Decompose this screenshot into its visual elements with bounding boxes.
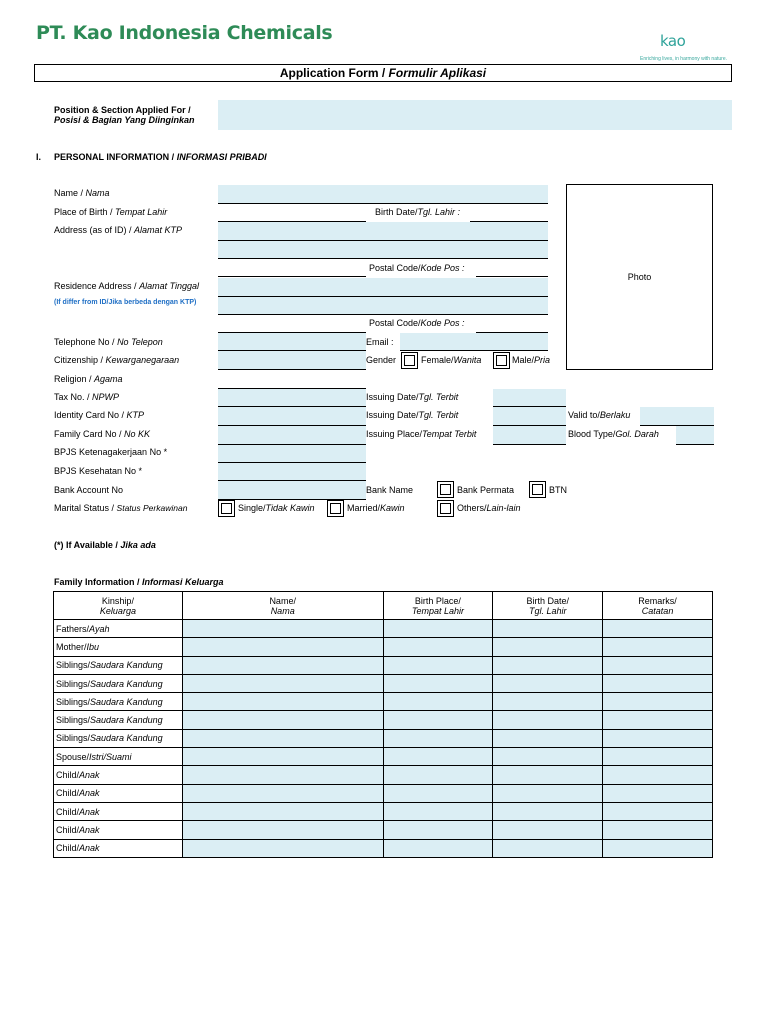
birth-date-cell[interactable] <box>493 821 603 839</box>
photo-label: Photo <box>627 272 652 282</box>
kinship-cell: Siblings/Saudara Kandung <box>54 729 183 747</box>
birth-date-cell[interactable] <box>493 784 603 802</box>
kinship-cell: Child/Anak <box>54 784 183 802</box>
bpjs-tk-input[interactable] <box>218 445 366 463</box>
married-checkbox[interactable] <box>327 500 344 517</box>
table-row <box>54 693 713 711</box>
remarks-cell[interactable] <box>603 656 713 674</box>
remarks-cell[interactable] <box>603 839 713 857</box>
kinship-cell: Fathers/Ayah <box>54 620 183 638</box>
identity-label: Identity Card No / KTP <box>54 410 145 420</box>
birth-date-cell[interactable] <box>493 674 603 692</box>
table-row <box>54 821 713 839</box>
birth-place-cell[interactable] <box>383 748 493 766</box>
table-row <box>54 766 713 784</box>
citizenship-label: Citizenship / Kewarganegaraan <box>54 355 180 365</box>
others-label: Others/Lain-lain <box>457 503 521 513</box>
table-row <box>54 802 713 820</box>
remarks-cell[interactable] <box>603 638 713 656</box>
birth-place-cell[interactable] <box>383 693 493 711</box>
telephone-label: Telephone No / No Telepon <box>54 337 163 347</box>
birth-date-cell[interactable] <box>493 620 603 638</box>
remarks-cell[interactable] <box>603 674 713 692</box>
photo-box[interactable] <box>566 184 713 370</box>
kinship-cell: Child/Anak <box>54 766 183 784</box>
family-header-1: Name/ Nama <box>182 592 383 620</box>
bpjs-kes-input[interactable] <box>218 463 366 481</box>
name-cell[interactable] <box>182 711 383 729</box>
bank-name-label: Bank Name <box>366 485 414 495</box>
residence-input-1[interactable] <box>218 278 548 297</box>
name-cell[interactable] <box>182 748 383 766</box>
birth-date-cell[interactable] <box>493 766 603 784</box>
kinship-cell: Mother/Ibu <box>54 638 183 656</box>
bpjs-tk-label: BPJS Ketenagakerjaan No * <box>54 447 168 457</box>
address-label: Address (as of ID) / Alamat KTP <box>54 225 183 235</box>
blood-type-input[interactable] <box>676 426 714 445</box>
birth-date-cell[interactable] <box>493 802 603 820</box>
name-cell[interactable] <box>182 674 383 692</box>
male-checkbox[interactable] <box>493 352 510 369</box>
remarks-cell[interactable] <box>603 748 713 766</box>
name-cell[interactable] <box>182 620 383 638</box>
table-row <box>54 656 713 674</box>
residence-input-3[interactable] <box>218 315 366 333</box>
birth-date-cell[interactable] <box>493 711 603 729</box>
bank-permata-checkbox[interactable] <box>437 481 454 498</box>
name-cell[interactable] <box>182 821 383 839</box>
remarks-cell[interactable] <box>603 821 713 839</box>
bank-account-input[interactable] <box>218 481 366 500</box>
single-checkbox[interactable] <box>218 500 235 517</box>
birth-place-cell[interactable] <box>383 711 493 729</box>
citizenship-input[interactable] <box>218 351 366 370</box>
kinship-cell: Siblings/Saudara Kandung <box>54 711 183 729</box>
kinship-cell: Child/Anak <box>54 821 183 839</box>
family-header-2: Birth Place/ Tempat Lahir <box>383 592 493 620</box>
table-row <box>54 748 713 766</box>
table-row <box>54 839 713 857</box>
remarks-cell[interactable] <box>603 766 713 784</box>
residence-label: Residence Address / Alamat Tinggal <box>54 281 200 291</box>
name-cell[interactable] <box>182 839 383 857</box>
female-label: Female/Wanita <box>421 355 482 365</box>
position-input[interactable] <box>218 100 732 130</box>
issuing-date-label-1: Issuing Date/Tgl. Terbit <box>366 392 459 402</box>
birth-date-cell[interactable] <box>493 693 603 711</box>
birth-date-cell[interactable] <box>493 729 603 747</box>
kinship-cell: Spouse/Istri/Suami <box>54 748 183 766</box>
btn-label: BTN <box>549 485 567 495</box>
name-cell[interactable] <box>182 784 383 802</box>
remarks-cell[interactable] <box>603 802 713 820</box>
remarks-cell[interactable] <box>603 729 713 747</box>
family-header-4: Remarks/ Catatan <box>603 592 713 620</box>
table-row <box>54 711 713 729</box>
family-table <box>53 591 713 858</box>
religion-input[interactable] <box>218 370 366 389</box>
name-cell[interactable] <box>182 693 383 711</box>
telephone-input[interactable] <box>218 333 366 351</box>
birth-date-cell[interactable] <box>493 656 603 674</box>
marital-label: Marital Status / Status Perkawinan <box>54 503 188 513</box>
available-note: (*) If Available / Jika ada <box>54 540 156 550</box>
issuing-place-label: Issuing Place/Tempat Terbit <box>366 429 477 439</box>
postal-code-label-1: Postal Code/Kode Pos : <box>369 263 465 273</box>
logo-tagline: Enriching lives, in harmony with nature. <box>640 56 727 62</box>
religion-label: Religion / Agama <box>54 374 123 384</box>
birth-date-label: Birth Date/Tgl. Lahir : <box>375 207 461 217</box>
table-row <box>54 729 713 747</box>
issuing-date-label-2: Issuing Date/Tgl. Terbit <box>366 410 459 420</box>
remarks-cell[interactable] <box>603 693 713 711</box>
issuing-date-input-1[interactable] <box>493 389 566 407</box>
family-card-input[interactable] <box>218 426 366 445</box>
name-label: Name / Nama <box>54 188 110 198</box>
valid-to-label: Valid to/Berlaku <box>568 410 631 420</box>
birth-place-cell[interactable] <box>383 784 493 802</box>
name-cell[interactable] <box>182 766 383 784</box>
email-input[interactable] <box>400 333 548 351</box>
birth-date-cell[interactable] <box>493 748 603 766</box>
table-row <box>54 620 713 638</box>
moon-icon <box>702 28 716 52</box>
bank-account-label: Bank Account No <box>54 485 124 495</box>
birth-date-input[interactable] <box>470 204 548 222</box>
address-input-3[interactable] <box>218 259 366 277</box>
bpjs-kes-label: BPJS Kesehatan No * <box>54 466 143 476</box>
address-input-1[interactable] <box>218 222 548 241</box>
address-input-2[interactable] <box>218 241 548 259</box>
kao-logo <box>640 26 732 64</box>
birth-place-cell[interactable] <box>383 839 493 857</box>
single-label: Single/Tidak Kawin <box>238 503 315 513</box>
birth-place-cell[interactable] <box>383 729 493 747</box>
remarks-cell[interactable] <box>603 620 713 638</box>
birth-place-cell[interactable] <box>383 766 493 784</box>
family-card-label: Family Card No / No KK <box>54 429 151 439</box>
blood-type-label: Blood Type/Gol. Darah <box>568 429 659 439</box>
section-number: I. <box>36 152 42 162</box>
place-of-birth-input[interactable] <box>218 204 366 222</box>
issuing-date-input-2[interactable] <box>493 407 566 426</box>
name-cell[interactable] <box>182 638 383 656</box>
email-label: Email : <box>366 337 394 347</box>
birth-place-cell[interactable] <box>383 674 493 692</box>
name-cell[interactable] <box>182 656 383 674</box>
postal-code-input-1[interactable] <box>476 259 548 277</box>
place-of-birth-label: Place of Birth / Tempat Lahir <box>54 207 168 217</box>
family-header-0: Kinship/ Keluarga <box>54 592 183 620</box>
name-cell[interactable] <box>182 802 383 820</box>
kinship-cell: Siblings/Saudara Kandung <box>54 693 183 711</box>
kinship-cell: Siblings/Saudara Kandung <box>54 674 183 692</box>
name-cell[interactable] <box>182 729 383 747</box>
tax-label: Tax No. / NPWP <box>54 392 120 402</box>
birth-place-cell[interactable] <box>383 656 493 674</box>
married-label: Married/Kawin <box>347 503 405 513</box>
table-row <box>54 638 713 656</box>
table-row <box>54 674 713 692</box>
male-label: Male/Pria <box>512 355 551 365</box>
kinship-cell: Child/Anak <box>54 802 183 820</box>
others-checkbox[interactable] <box>437 500 454 517</box>
gender-label: Gender <box>366 355 397 365</box>
tax-input[interactable] <box>218 389 366 407</box>
family-info-title: Family Information / Informasi Keluarga <box>54 577 224 587</box>
family-header-3: Birth Date/ Tgl. Lahir <box>493 592 603 620</box>
issuing-place-input[interactable] <box>493 426 566 445</box>
birth-date-cell[interactable] <box>493 839 603 857</box>
birth-place-cell[interactable] <box>383 638 493 656</box>
residence-input-2[interactable] <box>218 297 548 315</box>
birth-place-cell[interactable] <box>383 802 493 820</box>
company-name: PT. Kao Indonesia Chemicals <box>36 22 333 44</box>
residence-note: (If differ from ID/Jika berbeda dengan KTP) <box>54 299 197 306</box>
postal-code-label-2: Postal Code/Kode Pos : <box>369 318 465 328</box>
remarks-cell[interactable] <box>603 784 713 802</box>
kinship-cell: Siblings/Saudara Kandung <box>54 656 183 674</box>
table-row <box>54 784 713 802</box>
identity-input[interactable] <box>218 407 366 426</box>
bank-permata-label: Bank Permata <box>457 485 515 495</box>
valid-to-input[interactable] <box>640 407 714 426</box>
birth-place-cell[interactable] <box>383 821 493 839</box>
birth-place-cell[interactable] <box>383 620 493 638</box>
birth-date-cell[interactable] <box>493 638 603 656</box>
female-checkbox[interactable] <box>401 352 418 369</box>
form-title: Application Form / Formulir Aplikasi <box>34 64 732 82</box>
position-label: Position & Section Applied For / Posisi & Bagian Yang Diinginkan <box>54 105 195 125</box>
kinship-cell: Child/Anak <box>54 839 183 857</box>
logo-text: kao <box>660 32 686 50</box>
remarks-cell[interactable] <box>603 711 713 729</box>
postal-code-input-2[interactable] <box>476 315 548 333</box>
btn-checkbox[interactable] <box>529 481 546 498</box>
section-title: PERSONAL INFORMATION / INFORMASI PRIBADI <box>54 152 267 162</box>
name-input[interactable] <box>218 185 548 204</box>
